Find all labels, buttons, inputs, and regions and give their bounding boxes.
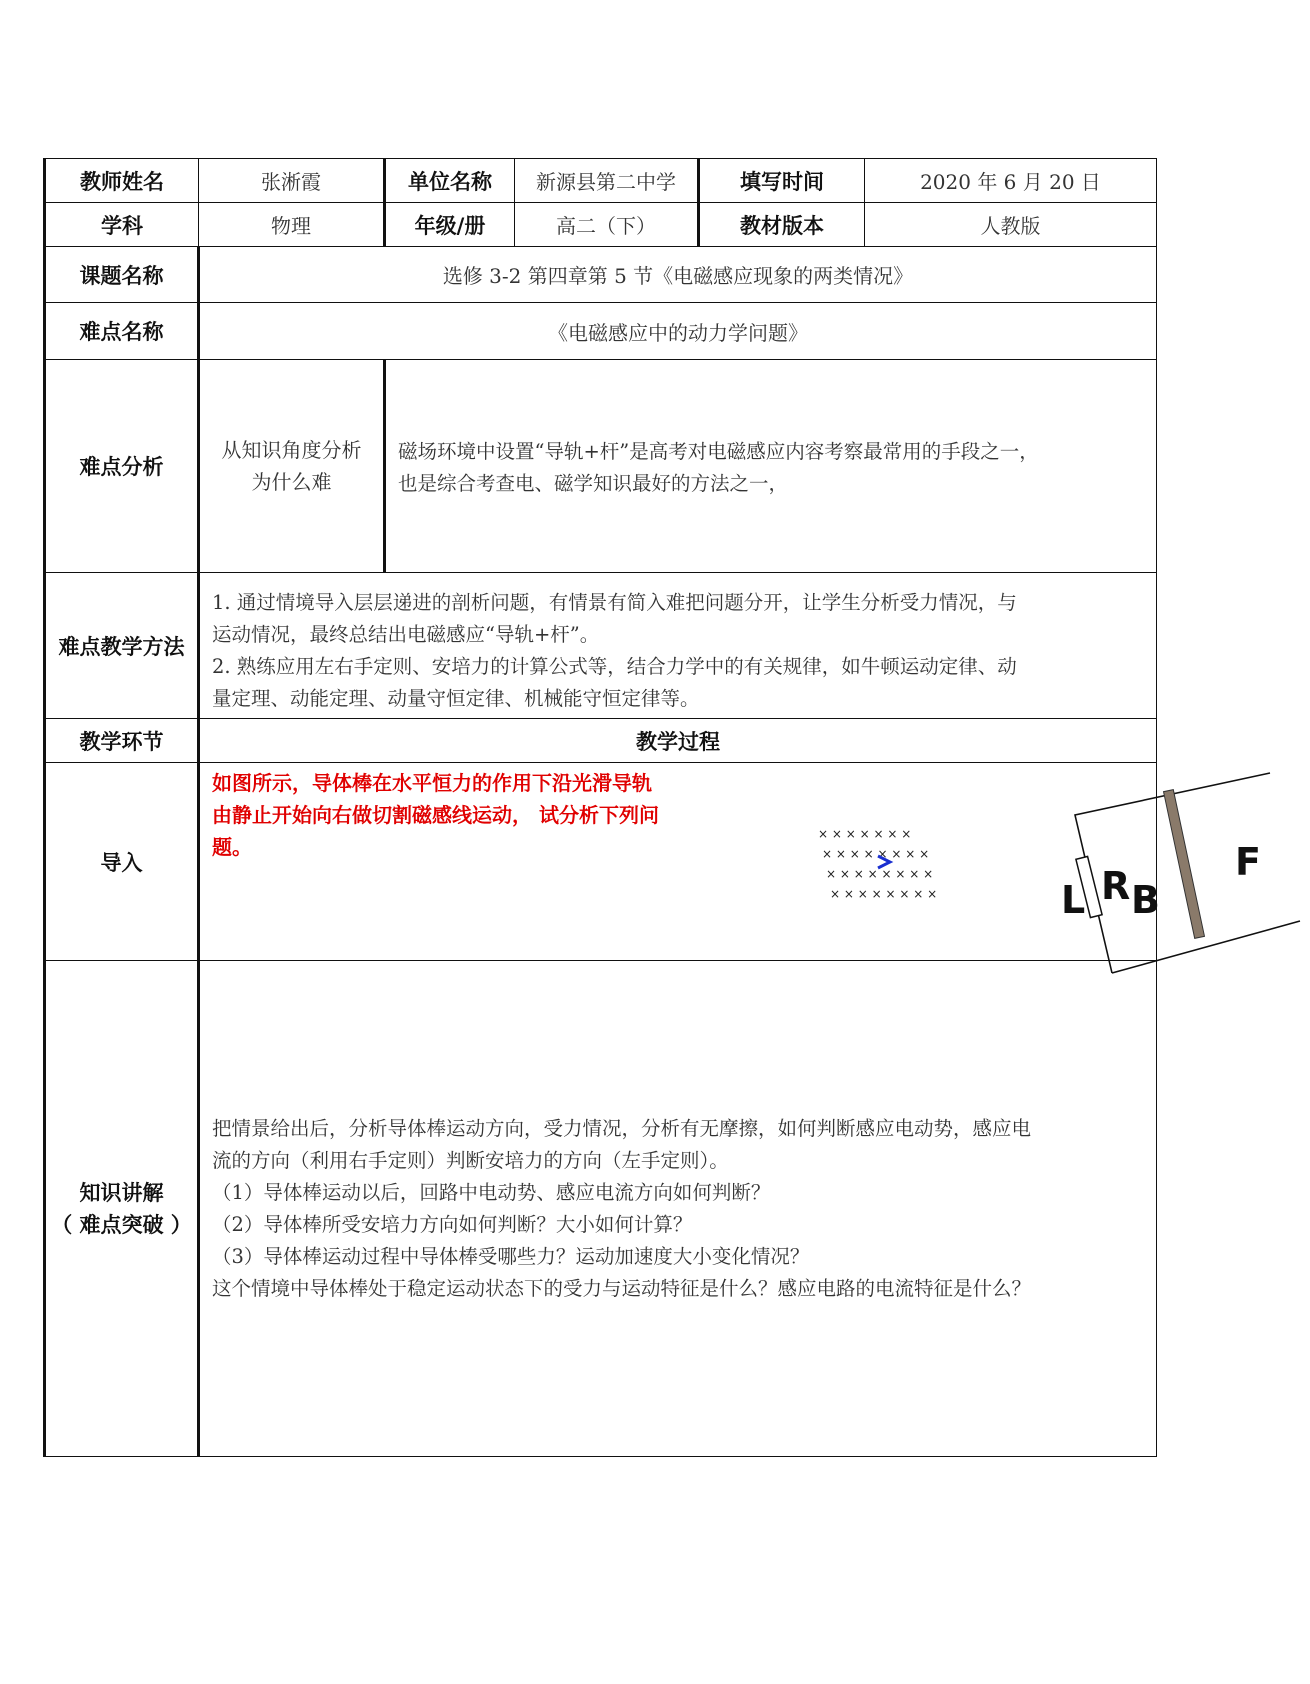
- svg-text:× × × × × × × ×: × × × × × × × ×: [830, 887, 938, 901]
- teacher-label: 教师姓名: [45, 159, 199, 203]
- svg-text:× × × × × × × ×: × × × × × × × ×: [826, 867, 934, 881]
- label-b: B: [1131, 878, 1160, 922]
- process-header-row: [45, 719, 1157, 763]
- difficulty-row: [45, 303, 1157, 360]
- knowledge-line5: （3）导体棒运动过程中导体棒受哪些力？运动加速度大小变化情况？: [212, 1244, 810, 1268]
- intro-label: 导入: [45, 763, 199, 961]
- date-value: 2020 年 6 月 20 日: [865, 159, 1157, 203]
- date-label: 填写时间: [699, 159, 865, 203]
- magnetic-field-crosses: [818, 827, 937, 901]
- method-line2: 运动情况，最终总结出电磁感应“导轨+杆”。: [212, 622, 600, 646]
- method-label: 难点教学方法: [45, 573, 199, 719]
- analysis-line2: 也是综合考查电、磁学知识最好的方法之一，: [398, 472, 789, 495]
- intro-row: [45, 763, 1157, 961]
- difficulty-label: 难点名称: [45, 303, 199, 360]
- intro-cell: [200, 763, 1261, 959]
- knowledge-line4: （2）导体棒所受安培力方向如何判断？大小如何计算？: [212, 1212, 693, 1236]
- knowledge-line3: （1）导体棒运动以后，回路中电动势、感应电流方向如何判断？: [212, 1180, 771, 1204]
- knowledge-label-line2: （ 难点突破 ）: [51, 1212, 192, 1237]
- rail-rod-diagram: [730, 763, 1310, 959]
- subject-label: 学科: [45, 203, 199, 247]
- conducting-rod: [1164, 790, 1205, 939]
- intro-line1: 如图所示，导体棒在水平恒力的作用下沿光滑导轨: [212, 771, 652, 795]
- knowledge-line2: 流的方向（利用右手定则）判断安培力的方向（左手定则）。: [212, 1148, 729, 1172]
- edition-value: 人教版: [865, 203, 1157, 247]
- unit-label: 单位名称: [385, 159, 515, 203]
- header-row-1: [45, 159, 1157, 203]
- analysis-content: [385, 360, 1157, 573]
- analysis-label: 难点分析: [45, 360, 199, 573]
- intro-content: [199, 763, 1261, 961]
- topic-label: 课题名称: [45, 247, 199, 303]
- difficulty-value: 《电磁感应中的动力学问题》: [199, 303, 1157, 360]
- edition-label: 教材版本: [699, 203, 865, 247]
- header-row-2: [45, 203, 1157, 247]
- method-content: [199, 573, 1157, 719]
- method-line4: 量定理、动能定理、动量守恒定律、机械能守恒定律等。: [212, 686, 700, 710]
- intro-line2: 由静止开始向右做切割磁感线运动， 试分析下列问: [212, 803, 659, 827]
- svg-text:× × × × × × × ×: × × × × × × × ×: [822, 847, 930, 861]
- method-row: [45, 573, 1157, 719]
- method-text: [200, 577, 1156, 715]
- grade-value: 高二（下）: [515, 203, 699, 247]
- svg-text:× × × × × × ×: × × × × × × ×: [818, 827, 912, 841]
- method-line3: 2. 熟练应用左右手定则、安培力的计算公式等，结合力学中的有关规律，如牛顿运动定律、动: [212, 654, 1017, 678]
- subject-value: 物理: [199, 203, 385, 247]
- topic-value: 选修 3-2 第四章第 5 节《电磁感应现象的两类情况》: [199, 247, 1157, 303]
- knowledge-line6: 这个情境中导体棒处于稳定运动状态下的受力与运动特征是什么？感应电路的电流特征是什么？: [212, 1276, 1032, 1300]
- analysis-sub-label: [199, 360, 385, 573]
- knowledge-content: [199, 961, 1157, 1457]
- grade-label: 年级/册: [385, 203, 515, 247]
- method-line1: 1. 通过情境导入层层递进的剖析问题，有情景有简入难把问题分开，让学生分析受力情况，与: [212, 590, 1017, 614]
- lesson-plan-sheet: [43, 158, 1261, 1457]
- analysis-line1: 磁场环境中设置“导轨+杆”是高考对电磁感应内容考察最常用的手段之一，: [398, 440, 1039, 463]
- analysis-sub-label-line1: 从知识角度分析: [221, 438, 362, 462]
- knowledge-text: [200, 1113, 1156, 1305]
- knowledge-label: [45, 961, 199, 1457]
- topic-row: [45, 247, 1157, 303]
- knowledge-label-line1: 知识讲解: [79, 1180, 164, 1205]
- knowledge-line1: 把情景给出后，分析导体棒运动方向，受力情况，分析有无摩擦，如何判断感应电动势，感应电: [212, 1116, 1032, 1140]
- knowledge-row: [45, 961, 1157, 1457]
- label-f: F: [1235, 840, 1261, 884]
- label-l: L: [1061, 878, 1086, 922]
- process-stage-label: 教学环节: [45, 719, 199, 763]
- teacher-value: 张淅霞: [199, 159, 385, 203]
- label-r: R: [1101, 864, 1131, 908]
- unit-value: 新源县第二中学: [515, 159, 699, 203]
- intro-text: [212, 767, 732, 863]
- lesson-plan-table: [43, 158, 1261, 1457]
- analysis-sub-label-line2: 为什么难: [251, 470, 332, 494]
- analysis-text: [386, 432, 1156, 500]
- analysis-row: [45, 360, 1157, 573]
- process-label: 教学过程: [199, 719, 1157, 763]
- intro-line3: 题。: [212, 835, 252, 859]
